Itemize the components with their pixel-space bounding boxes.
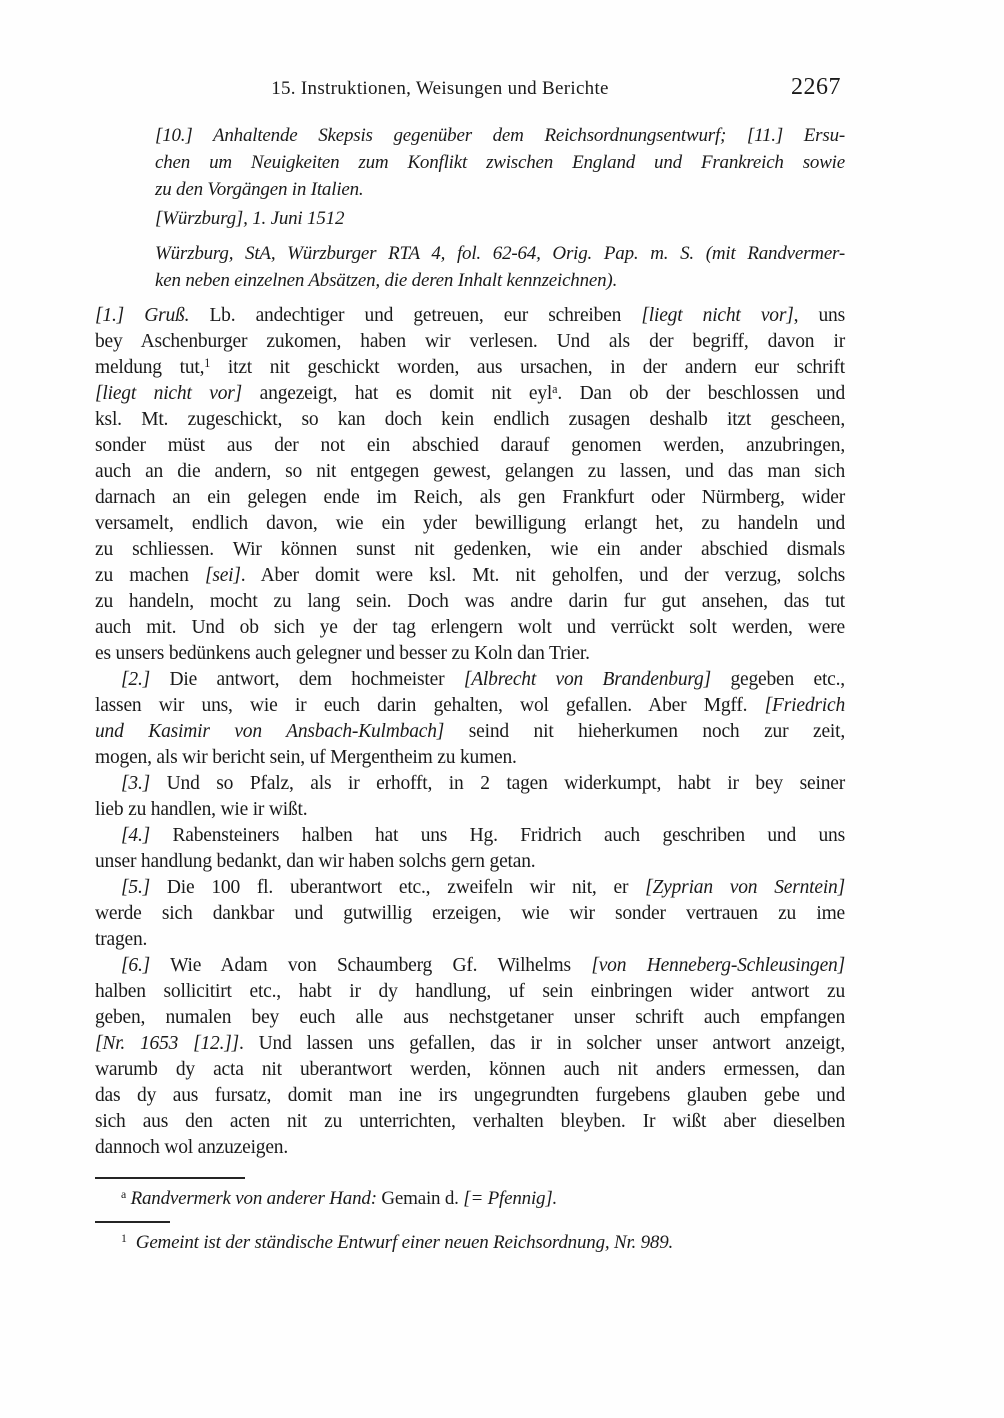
- text-line: [95, 693, 845, 719]
- text-run: [6.]: [121, 955, 151, 976]
- footnote-a: [95, 1186, 845, 1212]
- text-run: sonder müst aus der not ein abschied darauf genomen werden, anzubringen,: [95, 435, 845, 456]
- text-run: unser handlung bedankt, dan wir haben solchs gern getan.: [95, 851, 536, 872]
- text-run: sich aus den acten nit zu unterrichten, verhalten bleyben. Ir wißt aber dieselben: [95, 1111, 845, 1132]
- text-line: [95, 485, 845, 511]
- archival-source: [155, 240, 845, 294]
- text-run: zu machen: [95, 565, 205, 586]
- text-line: [95, 667, 845, 693]
- section-title: 15. Instruktionen, Weisungen und Berichte: [271, 78, 609, 99]
- text-line: [95, 797, 845, 823]
- text-run: Lb. andechtiger und getreuen, eur schreiben: [189, 305, 642, 326]
- text-run: Gemain d.: [376, 1188, 464, 1209]
- text-line: [95, 589, 845, 615]
- text-run: [von Henneberg-Schleusingen]: [591, 955, 845, 976]
- text-run: es unsers bedünkens auch gelegner und besser zu Koln dan Trier.: [95, 643, 590, 664]
- text-line: [95, 563, 845, 589]
- text-line: [95, 355, 845, 381]
- text-run: [3.]: [121, 773, 151, 794]
- footnote-rule-a: [95, 1177, 245, 1179]
- text-run: meldung tut,: [95, 357, 205, 378]
- text-run: versamelt, endlich davon, wie ein yder bewilligung erlangt het, zu handeln und: [95, 513, 845, 534]
- text-line: [95, 1109, 845, 1135]
- text-run: mogen, als wir bericht sein, uf Mergentheim zu kumen.: [95, 747, 517, 768]
- text-line: [95, 459, 845, 485]
- text-line: [155, 149, 845, 176]
- text-run: geben, numalen bey euch alle aus nechstgetaner unser schrift auch empfangen: [95, 1007, 845, 1028]
- text-line: [155, 240, 845, 267]
- text-run: 1: [204, 356, 211, 370]
- text-run: [Nr. 1653 [12.]]: [95, 1033, 240, 1054]
- text-line: [155, 122, 845, 149]
- footnote-1: [95, 1230, 845, 1256]
- text-line: [95, 381, 845, 407]
- text-line: [95, 1057, 845, 1083]
- text-run: [4.]: [121, 825, 151, 846]
- text-run: , uns: [793, 305, 845, 326]
- text-run: [liegt nicht vor]: [95, 383, 243, 404]
- text-block: [95, 74, 846, 1256]
- text-run: gegeben etc.,: [711, 669, 845, 690]
- text-run: auch mit. Und ob sich ye der tag erlengern wolt und verrückt solt werden, were: [95, 617, 845, 638]
- text-run: chen um Neuigkeiten zum Konflikt zwischen England und Frankreich sowie: [155, 152, 845, 173]
- text-run: . Und lassen uns gefallen, das ir in solcher unser antwort anzeigt,: [239, 1033, 845, 1054]
- text-run: [Zyprian von Serntein]: [645, 877, 845, 898]
- footnotes-section: [95, 1177, 845, 1256]
- text-line: [95, 1135, 845, 1161]
- text-line: [95, 953, 845, 979]
- text-run: Rabensteiners halben hat uns Hg. Fridrich auch geschriben und uns: [150, 825, 845, 846]
- text-line: [95, 719, 845, 745]
- text-line: [95, 1083, 845, 1109]
- text-line: [95, 823, 845, 849]
- text-run: [sei]: [204, 565, 241, 586]
- text-line: [95, 771, 845, 797]
- text-run: seind nit hieherkumen noch zur zeit,: [444, 721, 846, 742]
- text-line: [95, 849, 845, 875]
- body-paragraph: [95, 875, 845, 953]
- text-line: [155, 267, 845, 294]
- text-line: [95, 979, 845, 1005]
- body-paragraph: [95, 953, 845, 1161]
- body-paragraph: [95, 303, 845, 667]
- text-run: Randvermerk von anderer Hand:: [130, 1188, 377, 1209]
- text-run: [5.]: [121, 877, 151, 898]
- text-run: zu schliessen. Wir können sunst nit gedenken, wie ein ander abschied dismals: [95, 539, 845, 560]
- text-run: [Friedrich: [764, 695, 845, 716]
- text-run: [liegt nicht vor]: [641, 305, 794, 326]
- document-body: [95, 303, 845, 1161]
- text-run: . Dan ob der beschlossen und: [557, 383, 845, 404]
- body-paragraph: [95, 667, 845, 771]
- text-line: [95, 1186, 845, 1212]
- text-run: Und so Pfalz, als ir erhofft, in 2 tagen widerkumpt, habt ir bey seiner: [150, 773, 845, 794]
- text-run: . Aber domit were ksl. Mt. nit geholfen, und der verzug, solchs: [240, 565, 846, 586]
- text-run: [127, 1232, 136, 1253]
- text-line: [95, 537, 845, 563]
- text-run: Die antwort, dem hochmeister: [150, 669, 464, 690]
- text-run: ksl. Mt. zugeschickt, so kan doch kein endlich zusagen deshalb itzt gescheen,: [95, 409, 845, 430]
- text-run: [Albrecht von Brandenburg]: [463, 669, 711, 690]
- text-run: [= Pfennig].: [463, 1188, 558, 1209]
- text-run: [10.] Anhaltende Skepsis gegenüber dem Reichsordnungsentwurf; [11.] Ersu-: [155, 125, 845, 146]
- text-run: das dy aus fursatz, domit man ine irs ungegrundten furgebens glauben gebe und: [95, 1085, 845, 1106]
- footnote-rule-1: [95, 1221, 170, 1223]
- text-run: Würzburg, StA, Würzburger RTA 4, fol. 62-64, Orig. Pap. m. S. (mit Randvermer-: [155, 243, 845, 264]
- text-run: halben sollicitirt etc., habt ir dy handlung, uf sein einbringen wider antwort zu: [95, 981, 845, 1002]
- text-line: [95, 745, 845, 771]
- text-run: 1: [121, 1232, 127, 1245]
- running-header: [95, 74, 845, 104]
- text-run: lassen wir uns, wie ir euch darin gehalten, wol gefallen. Aber Mgff.: [95, 695, 765, 716]
- text-line: [95, 1230, 845, 1256]
- text-run: zu den Vorgängen in Italien.: [155, 179, 364, 200]
- text-run: werde sich dankbar und gutwillig erzeigen, wie wir sonder vertrauen zu ime: [95, 903, 845, 924]
- text-run: ken neben einzelnen Absätzen, die deren Inhalt kennzeichnen).: [155, 270, 618, 291]
- page-number: 2267: [791, 74, 841, 100]
- text-line: [95, 875, 845, 901]
- dateline: [Würzburg], 1. Juni 1512: [155, 208, 345, 229]
- text-run: Gemeint ist der ständische Entwurf einer neuen Reichsordnung, Nr. 989.: [135, 1232, 674, 1253]
- text-run: darnach an ein gelegen ende im Reich, als gen Frankfurt oder Nürmberg, wider: [95, 487, 845, 508]
- text-line: [95, 407, 845, 433]
- text-run: zu handeln, mocht zu lang sein. Doch was andre darin fur gut ansehen, das tut: [95, 591, 845, 612]
- text-line: [95, 329, 845, 355]
- text-run: angezeigt, hat es domit nit eyl: [242, 383, 553, 404]
- text-line: [95, 433, 845, 459]
- text-run: [1.] Gruß.: [95, 305, 190, 326]
- text-line: [95, 615, 845, 641]
- text-run: lieb zu handlen, wie ir wißt.: [95, 799, 308, 820]
- text-line: [95, 511, 845, 537]
- text-line: [95, 303, 845, 329]
- text-run: a: [121, 1188, 127, 1201]
- text-run: itzt nit geschickt worden, aus ursachen, in der andern eur schrift: [210, 357, 845, 378]
- text-run: [2.]: [121, 669, 151, 690]
- text-run: auch an die andern, so nit entgegen gewest, gelangen zu lassen, und das man sich: [95, 461, 845, 482]
- text-line: [155, 176, 845, 203]
- text-run: bey Aschenburger zukomen, haben wir verlesen. Und als der begriff, davon ir: [95, 331, 845, 352]
- body-paragraph: [95, 823, 845, 875]
- text-run: warumb dy acta nit uberantwort werden, können auch nit anders ermessen, dan: [95, 1059, 845, 1080]
- text-run: a: [552, 382, 558, 396]
- text-run: Wie Adam von Schaumberg Gf. Wilhelms: [150, 955, 592, 976]
- text-line: [95, 641, 845, 667]
- document-abstract: [155, 122, 845, 203]
- text-line: [95, 927, 845, 953]
- text-line: [95, 901, 845, 927]
- body-paragraph: [95, 771, 845, 823]
- text-run: Die 100 fl. uberantwort etc., zweifeln wir nit, er: [150, 877, 646, 898]
- text-run: und Kasimir von Ansbach-Kulmbach]: [95, 721, 445, 742]
- text-line: [95, 1031, 845, 1057]
- text-run: dannoch wol anzuzeigen.: [95, 1137, 289, 1158]
- text-run: tragen.: [95, 929, 148, 950]
- text-line: [95, 1005, 845, 1031]
